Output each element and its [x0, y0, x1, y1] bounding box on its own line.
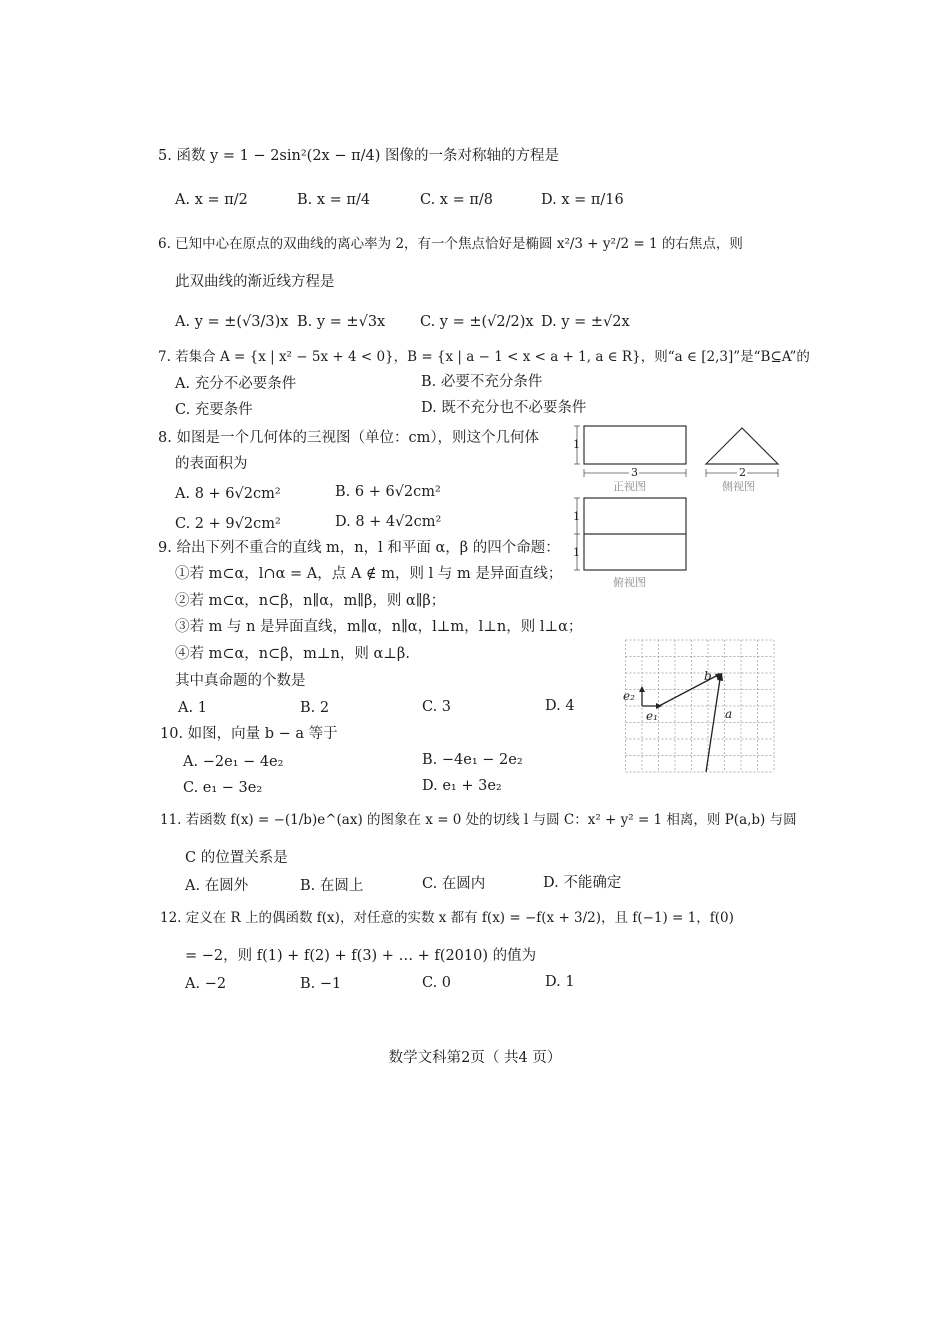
front-view-caption: 正视图: [613, 480, 646, 493]
top-dim-a: 1: [573, 510, 580, 523]
q6-option-a: A. y = ±(√3/3)x: [175, 314, 289, 330]
q11-stem-line1: 11. 若函数 f(x) = −(1/b)e^(ax) 的图象在 x = 0 处的切线 l 与圆 C：x² + y² = 1 相离，则 P(a,b) 与圆: [160, 812, 797, 828]
q5-stem: 5. 函数 y = 1 − 2sin²(2x − π/4) 图像的一条对称轴的方程是: [158, 148, 559, 164]
q8-stem-line2: 的表面积为: [175, 456, 248, 472]
front-view: [573, 426, 686, 493]
q9-question: 其中真命题的个数是: [175, 673, 306, 689]
q7-option-a: A. 充分不必要条件: [175, 376, 297, 392]
vector-a-label: a: [725, 707, 733, 721]
q8-stem-line1: 8. 如图是一个几何体的三视图（单位：cm），则这个几何体: [158, 430, 540, 446]
page-footer: 数学文科第2页（ 共4 页）: [388, 1050, 562, 1066]
q5-option-b: B. x = π/4: [297, 192, 371, 208]
q9-item-2: ②若 m⊂α，n⊂β，n∥α，m∥β，则 α∥β；: [175, 593, 446, 609]
q7-option-d: D. 既不充分也不必要条件: [421, 400, 587, 416]
q6-option-d: D. y = ±√2x: [541, 314, 630, 330]
side-width-dim: 2: [739, 466, 746, 479]
q9-option-b: B. 2: [300, 700, 330, 716]
top-view: [573, 498, 686, 589]
q9-option-d: D. 4: [545, 698, 575, 714]
q8-option-d: D. 8 + 4√2cm²: [335, 514, 442, 530]
q11-option-b: B. 在圆上: [300, 878, 364, 894]
q6-option-b: B. y = ±√3x: [297, 314, 386, 330]
q9-stem: 9. 给出下列不重合的直线 m，n，l 和平面 α，β 的四个命题：: [158, 540, 560, 556]
top-view-caption: 俯视图: [613, 576, 646, 589]
q12-option-b: B. −1: [300, 976, 342, 992]
q9-option-a: A. 1: [178, 700, 207, 716]
front-width-dim: 3: [631, 466, 638, 479]
q6-stem-line2: 此双曲线的渐近线方程是: [175, 274, 335, 290]
q8-option-a: A. 8 + 6√2cm²: [175, 486, 281, 502]
vector-grid-figure: [618, 638, 793, 780]
q10-option-a: A. −2e₁ − 4e₂: [183, 754, 284, 770]
side-view-caption: 侧视图: [722, 480, 755, 493]
vector-e1-label: e₁: [646, 709, 658, 723]
q6-stem-line1: 6. 已知中心在原点的双曲线的离心率为 2，有一个焦点恰好是椭圆 x²/3 + y²/2 = 1 的右焦点，则: [158, 236, 743, 252]
q12-option-d: D. 1: [545, 974, 575, 990]
q12-stem-line1: 12. 定义在 R 上的偶函数 f(x)，对任意的实数 x 都有 f(x) = −f(x + 3/2)，且 f(−1) = 1，f(0): [160, 910, 734, 926]
q5-option-c: C. x = π/8: [420, 192, 493, 208]
top-dim-b: 1: [573, 546, 580, 559]
q9-item-4: ④若 m⊂α，n⊂β，m⊥n，则 α⊥β.: [175, 646, 410, 662]
three-view-figure: [566, 420, 796, 600]
vector-b-label: b: [704, 669, 712, 683]
q11-option-d: D. 不能确定: [543, 875, 622, 891]
q10-stem: 10. 如图，向量 b − a 等于: [160, 726, 338, 742]
q12-stem-line2: = −2，则 f(1) + f(2) + f(3) + … + f(2010) 的值为: [185, 948, 537, 964]
q9-item-1: ①若 m⊂α，l∩α = A，点 A ∉ m，则 l 与 m 是异面直线；: [175, 566, 563, 582]
q9-item-3: ③若 m 与 n 是异面直线，m∥α，n∥α，l⊥m，l⊥n，则 l⊥α；: [175, 619, 583, 635]
q10-option-c: C. e₁ − 3e₂: [183, 780, 263, 796]
q11-option-a: A. 在圆外: [185, 878, 249, 894]
vector-e2-label: e₂: [623, 689, 635, 703]
q8-option-c: C. 2 + 9√2cm²: [175, 516, 281, 532]
side-view: [706, 428, 778, 493]
q7-option-b: B. 必要不充分条件: [421, 374, 543, 390]
q7-stem: 7. 若集合 A = {x | x² − 5x + 4 < 0}，B = {x | a − 1 < x < a + 1, a ∈ R}，则“a ∈ [2,3]”是“B⊆A”的: [158, 349, 810, 365]
q5-option-d: D. x = π/16: [541, 192, 624, 208]
q10-option-b: B. −4e₁ − 2e₂: [422, 752, 523, 768]
q7-option-c: C. 充要条件: [175, 402, 253, 418]
q12-option-c: C. 0: [422, 975, 452, 991]
front-height-dim: 1: [573, 438, 580, 451]
q10-option-d: D. e₁ + 3e₂: [422, 778, 502, 794]
q8-option-b: B. 6 + 6√2cm²: [335, 484, 441, 500]
q6-option-c: C. y = ±(√2/2)x: [420, 314, 534, 330]
q12-option-a: A. −2: [185, 976, 227, 992]
q11-stem-line2: C 的位置关系是: [185, 850, 288, 866]
q5-option-a: A. x = π/2: [175, 192, 248, 208]
q11-option-c: C. 在圆内: [422, 876, 486, 892]
q9-option-c: C. 3: [422, 699, 452, 715]
